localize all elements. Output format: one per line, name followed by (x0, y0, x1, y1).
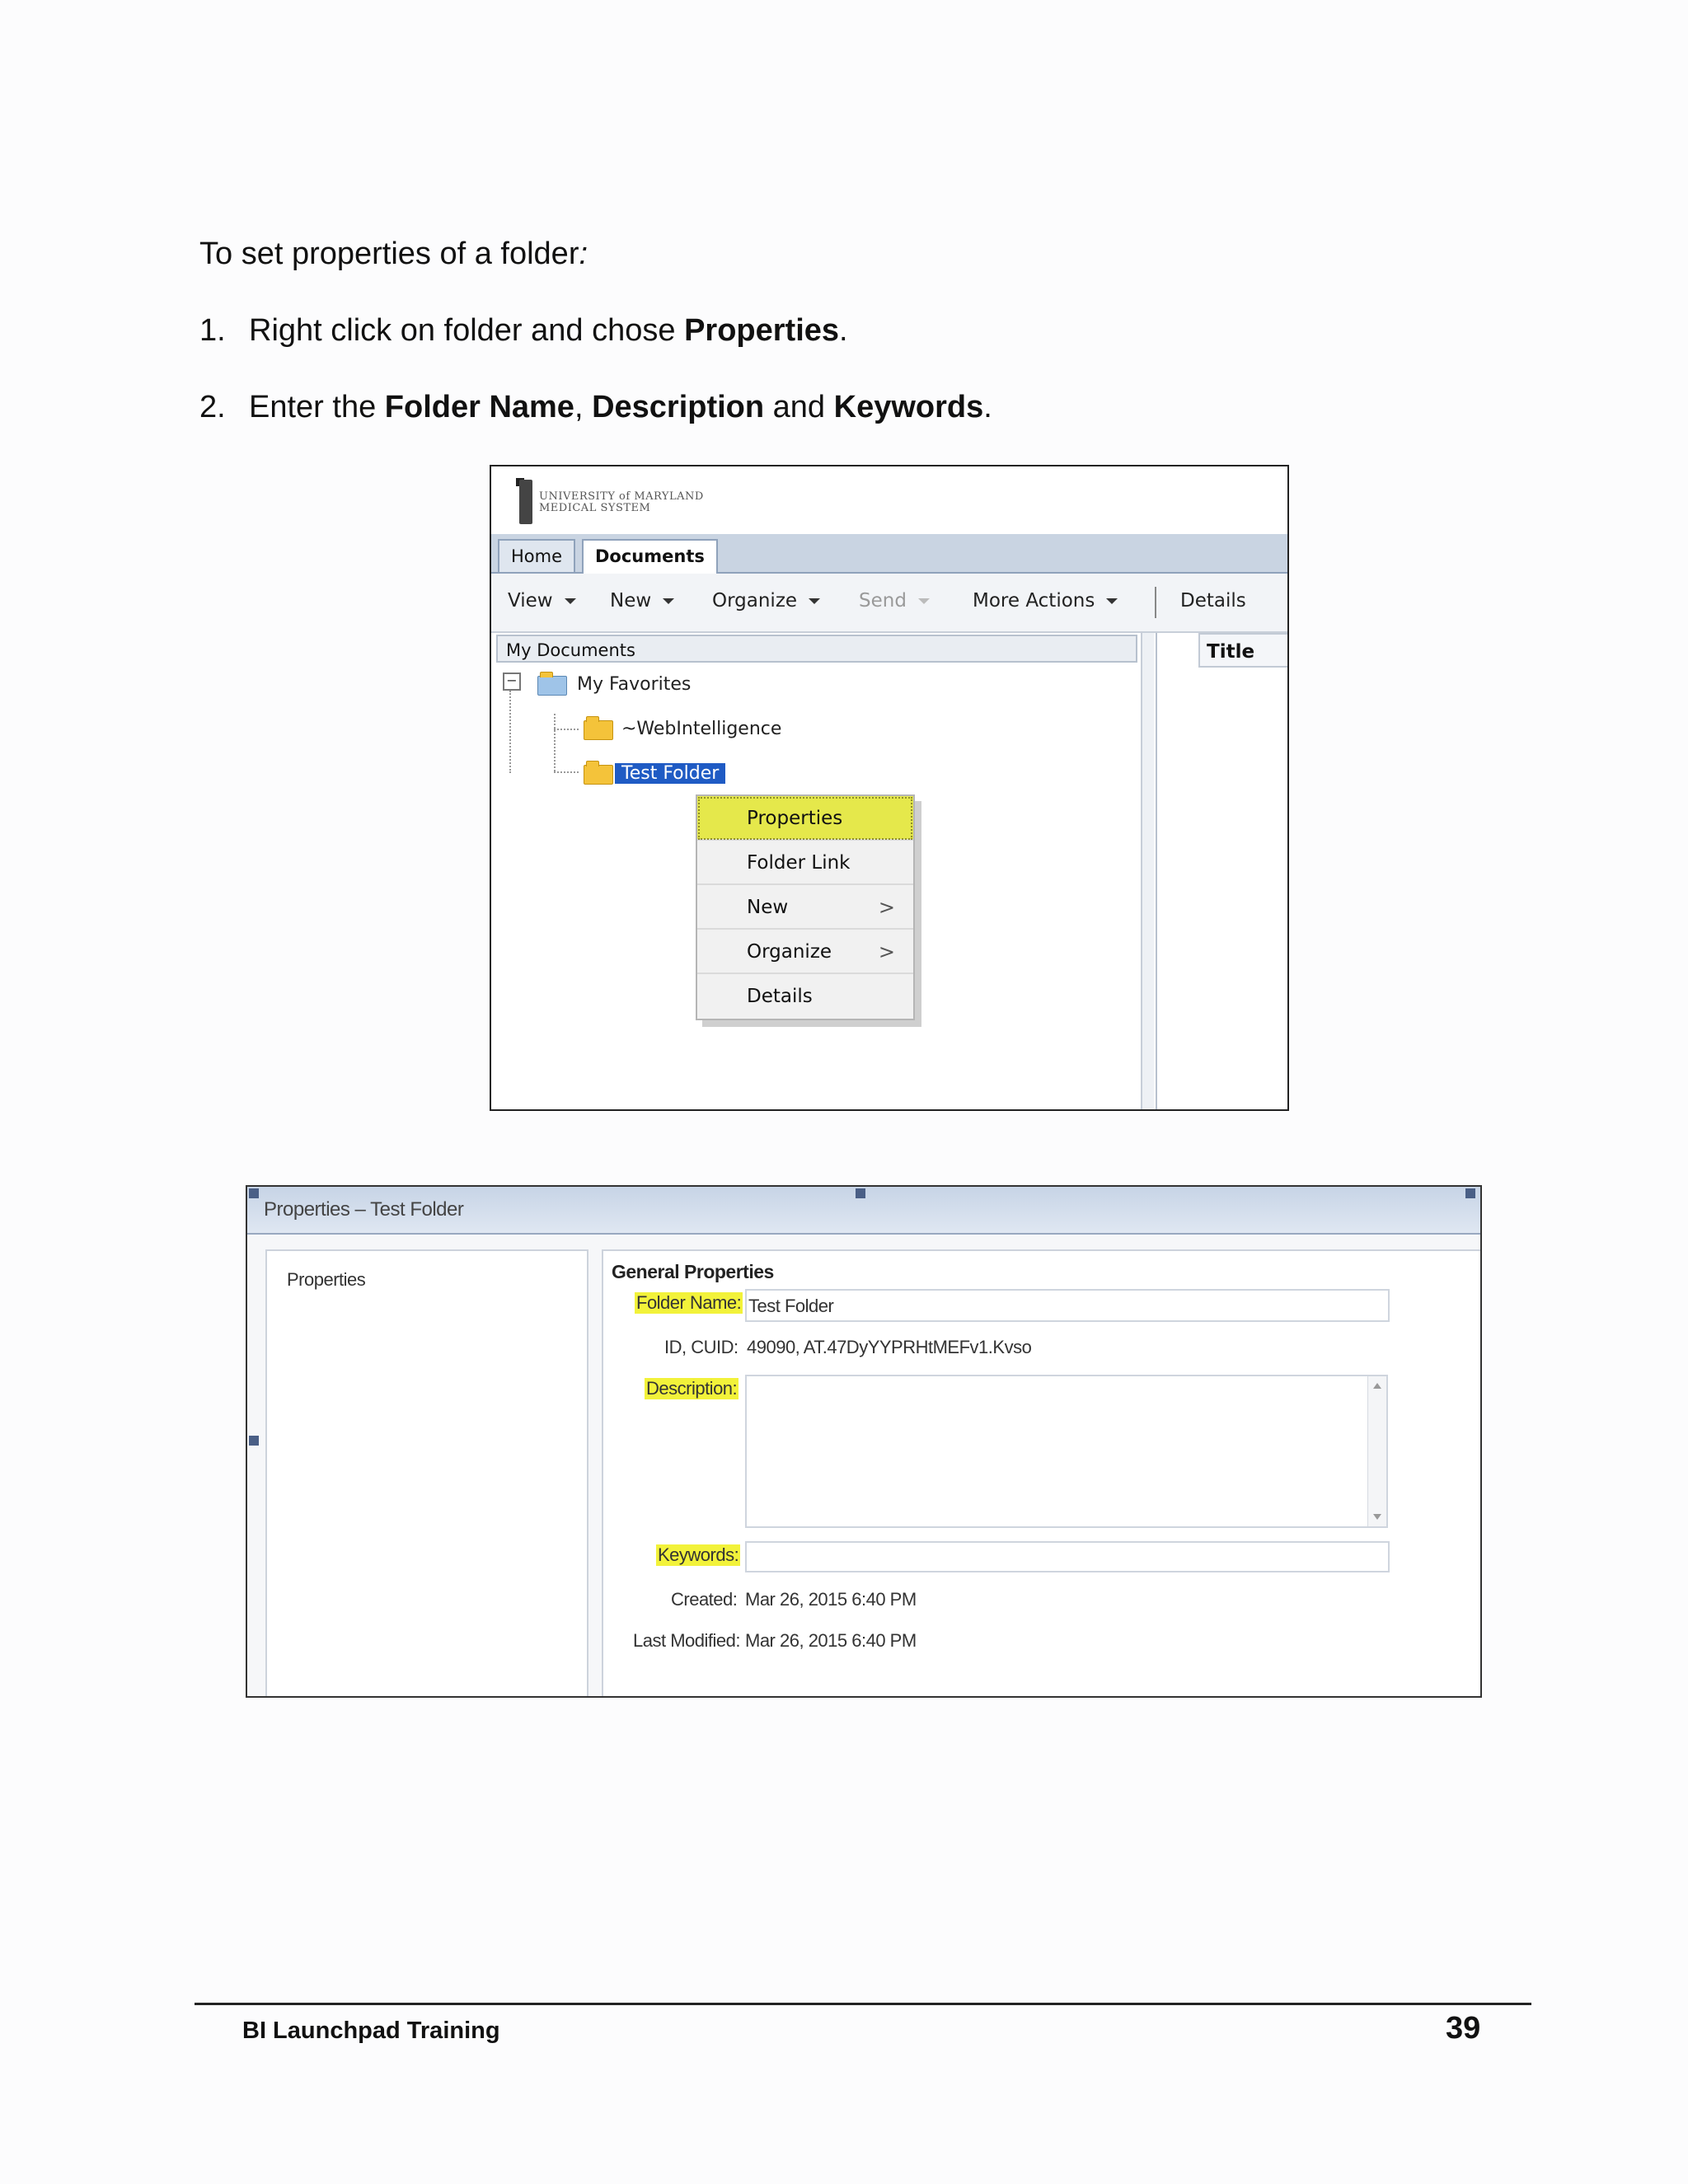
menu-item-details[interactable]: Details (747, 986, 813, 1007)
created-label: Created: (671, 1589, 738, 1610)
keywords-label: Keywords: (658, 1544, 739, 1565)
tree-connector (554, 714, 556, 771)
resize-handle[interactable] (249, 1188, 259, 1198)
list-panel (1156, 633, 1289, 1109)
chevron-right-icon: > (878, 940, 895, 963)
panel-splitter[interactable] (1141, 633, 1154, 1109)
chevron-down-icon (1106, 598, 1118, 604)
section-title: General Properties (612, 1261, 774, 1282)
properties-nav-pane (265, 1249, 588, 1698)
logo-text: UNIVERSITY of MARYLAND MEDICAL SYSTEM (539, 490, 704, 514)
tab-documents[interactable]: Documents (582, 539, 718, 574)
details-button[interactable]: Details (1180, 590, 1246, 612)
chevron-down-icon (663, 598, 674, 604)
last-modified-value: Mar 26, 2015 6:40 PM (745, 1630, 917, 1651)
more-actions-menu-button[interactable]: More Actions (973, 590, 1118, 612)
resize-handle[interactable] (1465, 1188, 1475, 1198)
general-properties-pane (602, 1249, 1482, 1698)
context-menu (696, 794, 915, 1020)
scroll-down-icon[interactable] (1373, 1514, 1381, 1520)
id-cuid-value: 49090, AT.47DyYYPRHtMEFv1.Kvso (747, 1337, 1032, 1357)
keywords-input[interactable] (745, 1541, 1390, 1572)
chevron-down-icon (918, 598, 930, 604)
organize-menu-button[interactable]: Organize (712, 590, 820, 612)
tree-item-test-folder[interactable]: Test Folder (615, 763, 725, 784)
toolbar-divider (1155, 587, 1156, 618)
description-textarea[interactable] (745, 1375, 1388, 1528)
resize-handle[interactable] (249, 1436, 259, 1446)
id-cuid-label: ID, CUID: (664, 1337, 738, 1357)
folder-name-label: Folder Name: (636, 1292, 742, 1313)
tree-item-webintelligence[interactable]: ~WebIntelligence (621, 719, 782, 739)
created-value: Mar 26, 2015 6:40 PM (745, 1589, 917, 1610)
nav-item-properties[interactable]: Properties (287, 1269, 366, 1290)
last-modified-label: Last Modified: (633, 1630, 740, 1651)
step-1: 1. Right click on folder and chose Properties. (199, 313, 848, 348)
footer-title: BI Launchpad Training (242, 2018, 500, 2044)
dialog-title: Properties – Test Folder (247, 1187, 1480, 1235)
resize-handle[interactable] (856, 1188, 865, 1198)
page-number: 39 (1446, 2011, 1481, 2046)
tree-item-my-favorites[interactable]: My Favorites (577, 674, 692, 695)
intro-text: To set properties of a folder: (199, 237, 588, 271)
menu-item-properties[interactable]: Properties (697, 796, 913, 841)
launchpad-screenshot (490, 465, 1289, 1111)
menu-item-folder-link[interactable]: Folder Link (697, 841, 913, 885)
favorites-folder-icon (537, 676, 567, 696)
title-column-header[interactable]: Title (1198, 633, 1289, 668)
menu-item-organize[interactable]: Organize > (697, 930, 913, 974)
chevron-right-icon: > (878, 896, 895, 919)
chevron-down-icon (565, 598, 576, 604)
logo-column-icon (519, 480, 532, 524)
new-menu-button[interactable]: New (610, 590, 674, 612)
scroll-up-icon[interactable] (1373, 1383, 1381, 1389)
footer-rule (195, 2003, 1531, 2005)
open-folder-icon (584, 765, 613, 785)
folder-icon (584, 720, 613, 740)
collapse-icon[interactable]: − (503, 673, 521, 691)
step-2: 2. Enter the Folder Name, Description and Keywords. (199, 390, 992, 424)
logo-bar (491, 466, 1287, 534)
menu-item-new[interactable]: New > (697, 885, 913, 930)
chevron-down-icon (809, 598, 820, 604)
tree-connector (554, 729, 579, 730)
view-menu-button[interactable]: View (508, 590, 576, 612)
tree-connector (509, 691, 511, 773)
tab-bar (491, 534, 1287, 574)
folder-name-input[interactable]: Test Folder (745, 1289, 1390, 1322)
my-documents-header: My Documents (496, 635, 1137, 663)
tree-connector (554, 771, 579, 773)
tab-home[interactable]: Home (498, 539, 575, 572)
description-scrollbar[interactable] (1367, 1376, 1386, 1526)
properties-dialog (246, 1185, 1482, 1698)
description-label: Description: (646, 1378, 738, 1399)
toolbar (491, 574, 1287, 633)
send-menu-button[interactable]: Send (859, 590, 930, 612)
